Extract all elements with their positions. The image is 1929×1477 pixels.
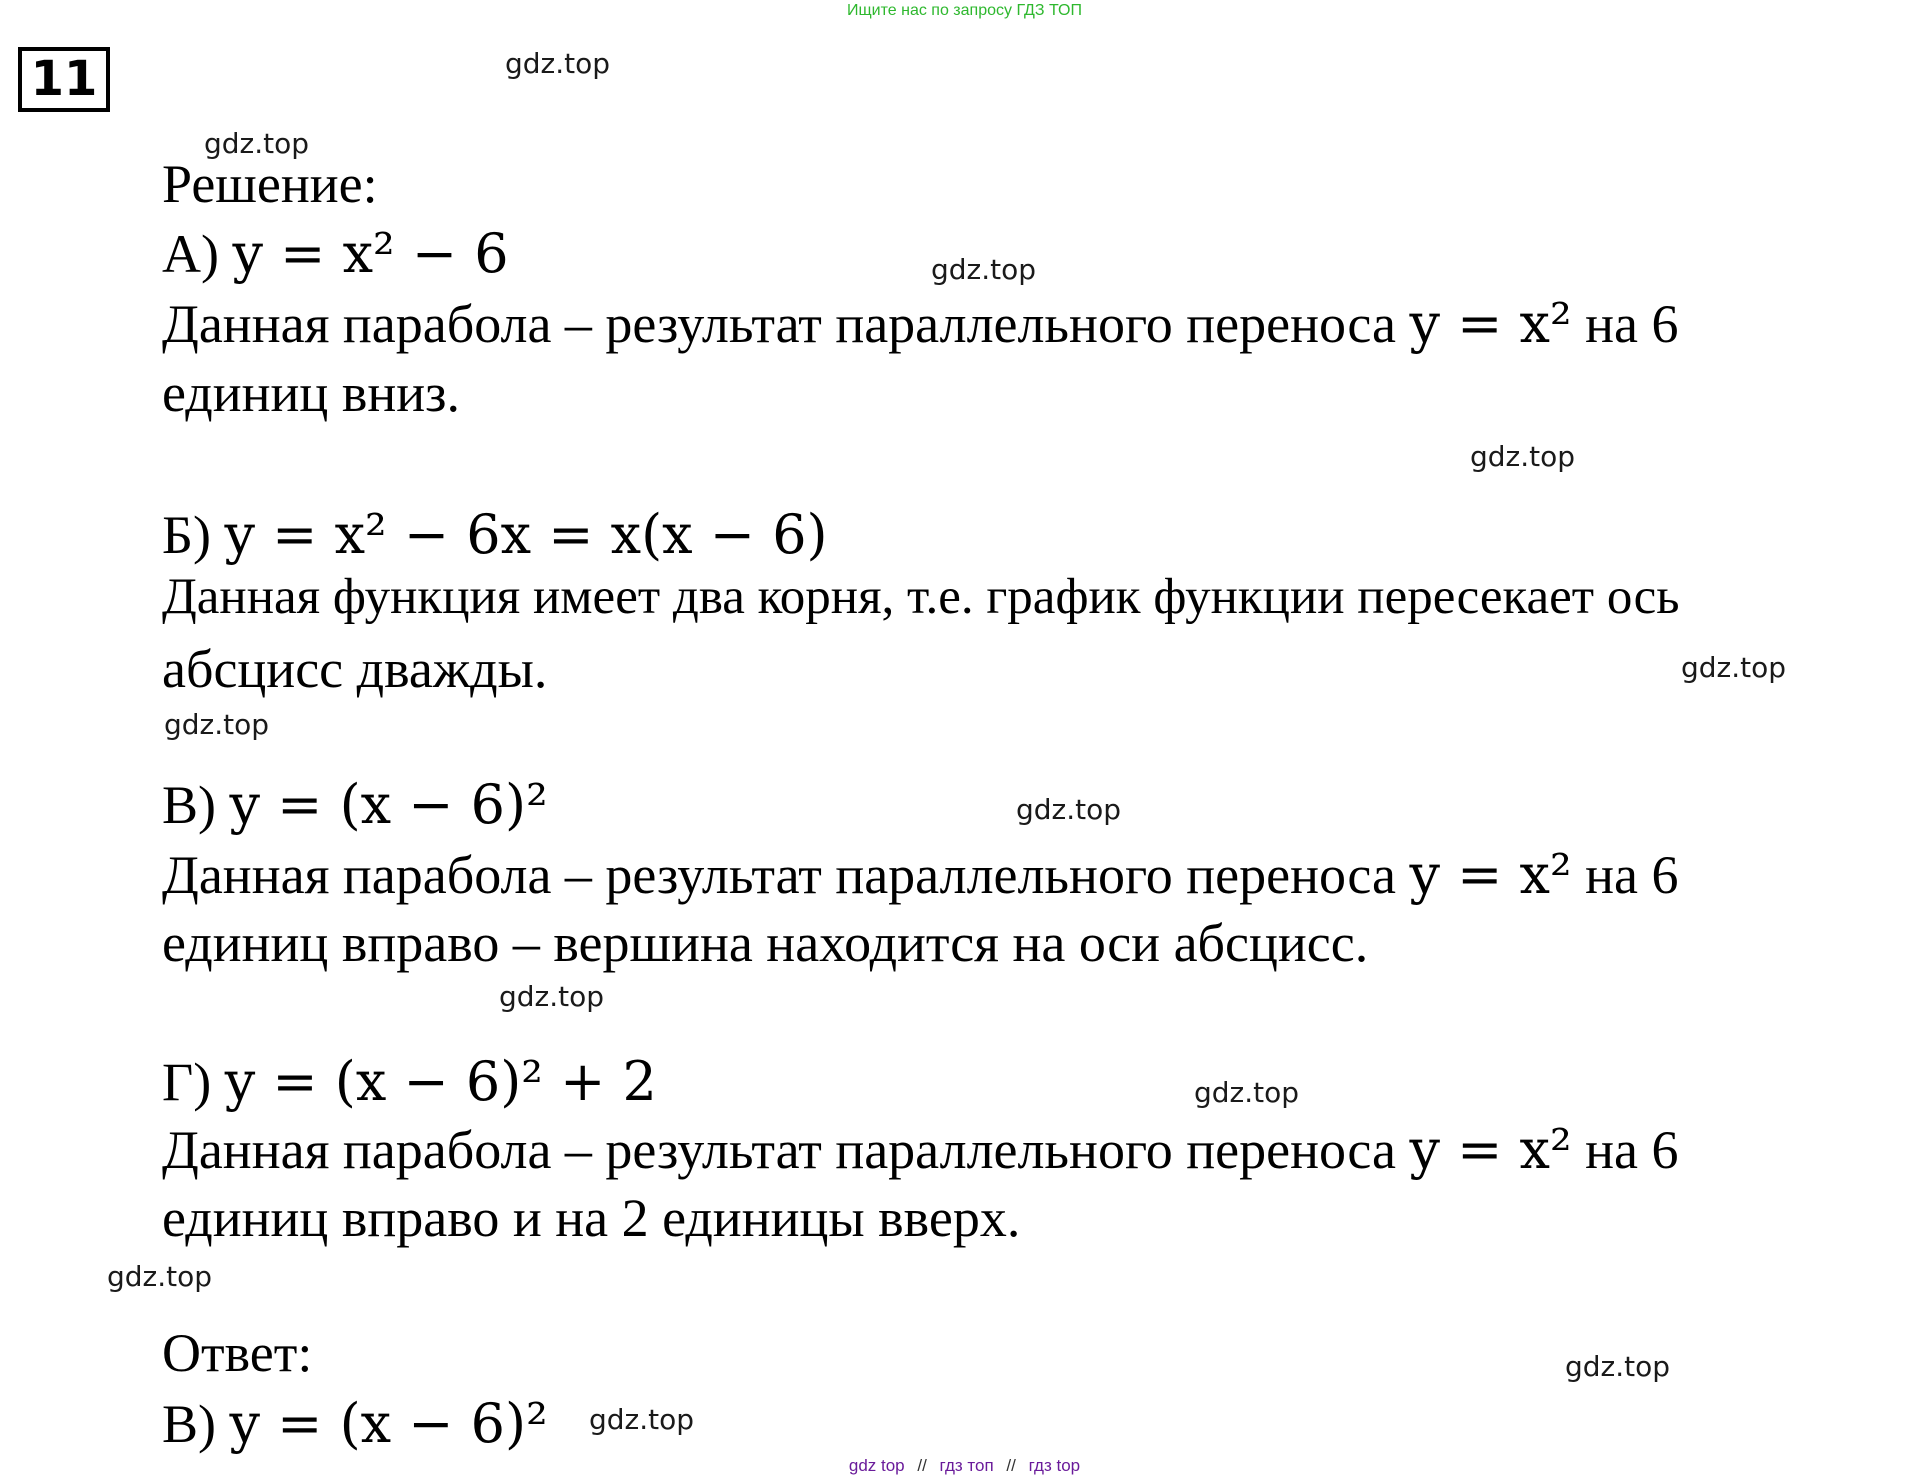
desc-tail: на 6 [1585, 294, 1679, 354]
desc-formula: y = x² [1409, 292, 1572, 355]
answer-label: Ответ: [162, 1323, 313, 1383]
item-g-desc-line2: единиц вправо и на 2 единицы вверх. [162, 1188, 1021, 1248]
watermark: gdz.top [164, 708, 270, 741]
item-a-header [162, 222, 509, 285]
watermark: gdz.top [505, 47, 611, 80]
item-g-header [162, 1050, 657, 1113]
desc-formula: y = x² [1409, 843, 1572, 906]
top-banner[interactable]: Ищите нас по запросу ГДЗ ТОП [847, 2, 1082, 19]
desc-text: Данная парабола – результат параллельного переноса [162, 294, 1396, 354]
answer-formula: y = (x − 6)² [229, 1392, 548, 1455]
watermark: gdz.top [931, 253, 1037, 286]
item-formula: y = x² − 6 [232, 222, 509, 285]
item-v-header [162, 773, 548, 836]
solution-label: Решение: [162, 154, 378, 214]
answer-value [162, 1392, 548, 1455]
item-g-desc-line1 [162, 1118, 1679, 1181]
watermark: gdz.top [1194, 1076, 1300, 1109]
watermark: gdz.top [1016, 793, 1122, 826]
watermark: gdz.top [107, 1260, 213, 1293]
separator: // [1006, 1456, 1016, 1475]
item-b-desc-line1: Данная функция имеет два корня, т.е. график функции пересекает ось [162, 569, 1680, 625]
bottom-banner [0, 1456, 1929, 1476]
item-b-header [162, 503, 828, 566]
separator: // [917, 1456, 927, 1475]
watermark: gdz.top [1470, 440, 1576, 473]
desc-text: Данная парабола – результат параллельного переноса [162, 845, 1396, 905]
watermark: gdz.top [499, 980, 605, 1013]
watermark: gdz.top [589, 1403, 695, 1436]
bottom-link[interactable]: gdz top [848, 1456, 905, 1475]
desc-text: Данная парабола – результат параллельного переноса [162, 1120, 1396, 1180]
item-v-desc-line2: единиц вправо – вершина находится на оси абсцисс. [162, 913, 1369, 973]
item-formula: y = x² − 6x = x(x − 6) [224, 503, 828, 566]
item-formula: y = (x − 6)² [229, 773, 548, 836]
bottom-link[interactable]: гдз top [1028, 1456, 1081, 1475]
item-b-desc-line2: абсцисс дважды. [162, 639, 548, 699]
answer-letter: В) [162, 1394, 216, 1454]
item-letter: Б) [162, 505, 211, 565]
item-letter: Г) [162, 1052, 212, 1112]
item-v-desc-line1 [162, 843, 1679, 906]
item-a-desc-line1 [162, 292, 1679, 355]
desc-tail: на 6 [1585, 1120, 1679, 1180]
desc-tail: на 6 [1585, 845, 1679, 905]
item-letter: А) [162, 224, 219, 284]
watermark: gdz.top [1565, 1350, 1671, 1383]
watermark: gdz.top [1681, 651, 1787, 684]
item-formula: y = (x − 6)² + 2 [224, 1050, 657, 1113]
task-number-box: 11 [18, 47, 110, 112]
item-letter: В) [162, 775, 216, 835]
bottom-link[interactable]: гдз топ [939, 1456, 994, 1475]
item-a-desc-line2: единиц вниз. [162, 363, 460, 423]
desc-formula: y = x² [1409, 1118, 1572, 1181]
watermark: gdz.top [204, 127, 310, 160]
